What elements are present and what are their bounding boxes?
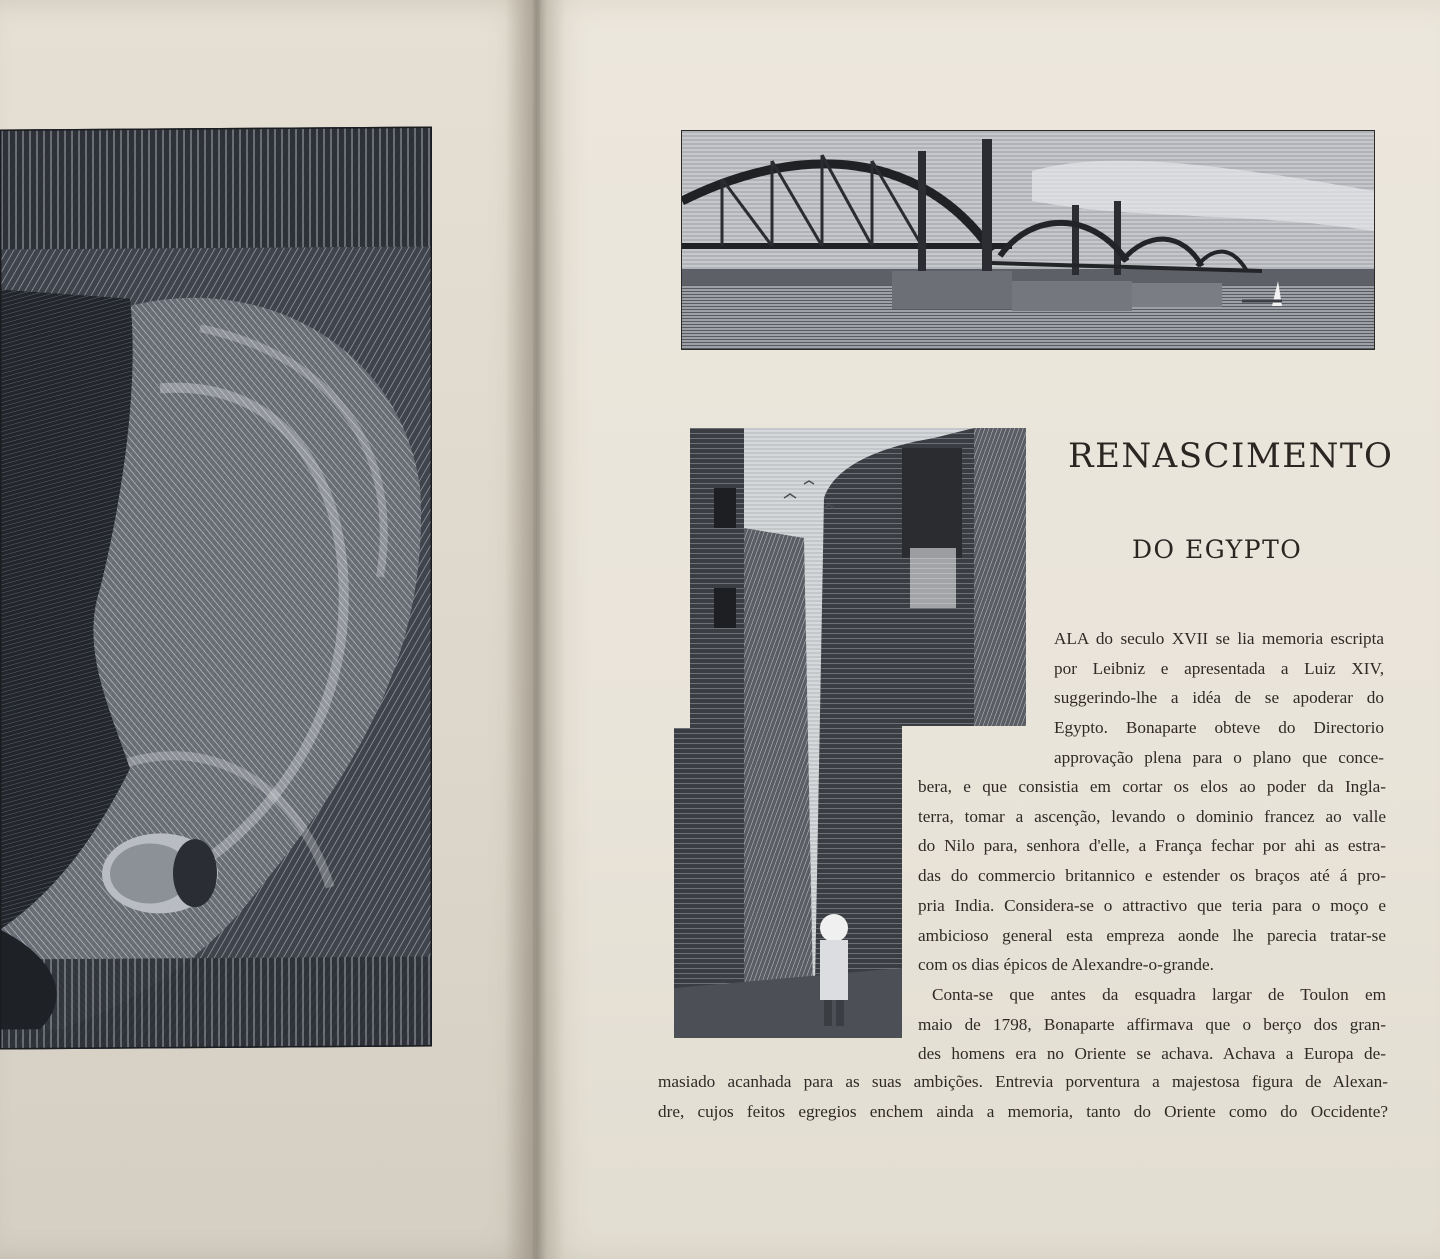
chapter-subtitle: DO EGYPTO [1132,535,1303,564]
text-line: das do commercio britannico e estender os braços até á pro- [918,866,1386,886]
text-line: bera, e que consistia em cortar os elos ao poder da Ingla- [918,777,1386,796]
text-line: masiado acanhada para as suas ambições. Entrevia porventura a majestosa figura de Alexan- [658,1072,1388,1091]
book-gutter [505,0,565,1259]
text-line: ambicioso general esta empreza aonde lhe parecia tratar-se [918,925,1386,945]
text-line: Conta-se que antes da esquadra largar de Toulon em [932,984,1386,1004]
portrait-engraving [0,126,432,1049]
text-line: maio de 1798, Bonaparte affirmava que o berço dos gran- [918,1014,1386,1034]
chapter-title: RENASCIMENTO [1068,436,1394,476]
text-line: des homens era no Oriente se achava. Achava a Europa de- [918,1044,1386,1064]
text-line: ALA do seculo XVII se lia memoria escripta [1054,629,1384,648]
text-line: pria India. Considera-se o attractivo que teria para o moço e [918,895,1386,915]
text-line: do Nilo para, senhora d'elle, a França fechar por ahi as estra- [918,836,1386,856]
body-text-bottom [658,1067,1388,1126]
text-line: com os dias épicos de Alexandre-o-grande. [918,955,1214,975]
bridge-engraving [681,130,1375,350]
text-line: terra, tomar a ascenção, levando o dominio francez ao valle [918,806,1386,826]
text-line: por Leibniz e apresentada a Luiz XIV, [1054,658,1384,678]
text-line: suggerindo-lhe a idéa de se apoderar do [1054,688,1384,708]
text-line: approvação plena para o plano que conce- [1054,747,1384,767]
body-text-top [1054,624,1384,773]
text-line: dre, cujos feitos egregios enchem ainda a memoria, tanto do Oriente como do Occidente? [658,1101,1388,1121]
text-line: Egypto. Bonaparte obteve do Directorio [1054,718,1384,738]
body-text-middle [918,772,1386,1069]
